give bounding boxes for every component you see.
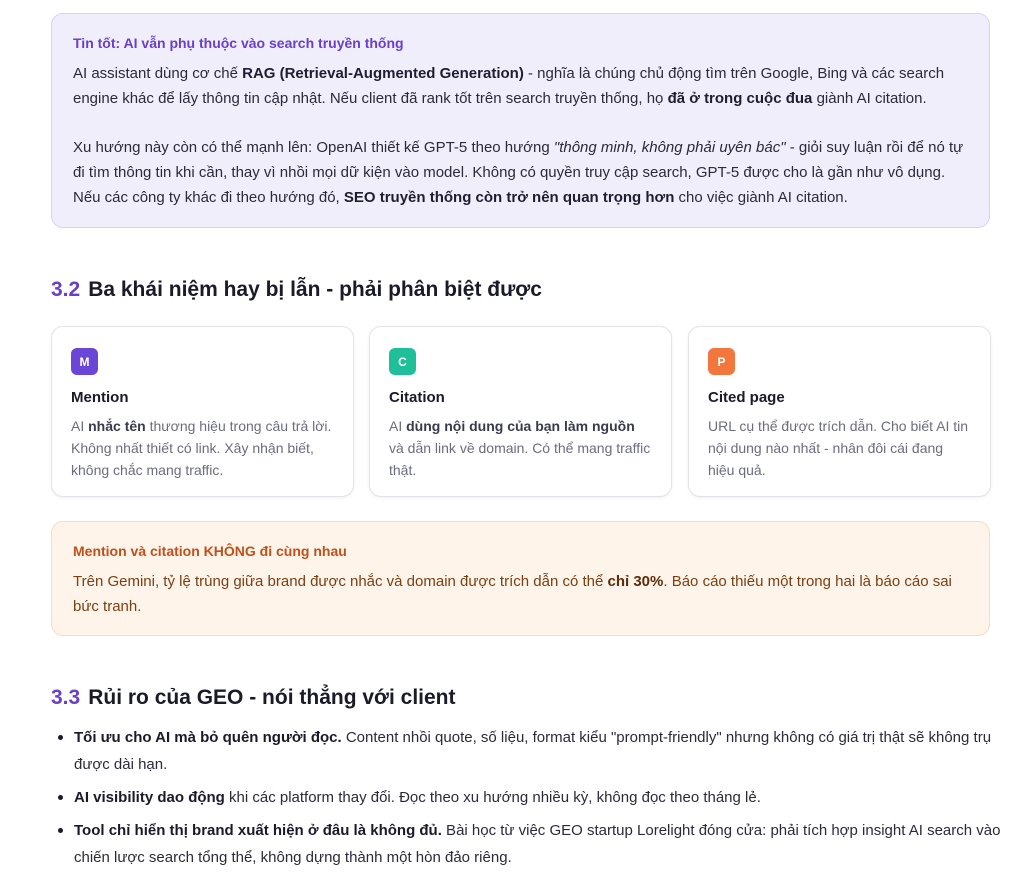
list-item: Tối ưu cho AI mà bỏ quên người đọc. Content nhồi quote, số liệu, format kiểu "prompt-friendly" nhưng không có giá trị thật sẽ không trụ được dài hạn. (74, 724, 1004, 778)
card-description: URL cụ thể được trích dẫn. Cho biết AI tin nội dung nào nhất - nhân đôi cái đang hiệu quả. (708, 418, 969, 478)
callout-paragraph-gpt5: Xu hướng này còn có thể mạnh lên: OpenAI thiết kế GPT-5 theo hướng "thông minh, không phải uyên bác" - giỏi suy luận rồi để nó tự đi tìm thông tin khi cần, thay vì nhồi mọi dữ kiện vào model. Không có quyền truy cập search, GPT-5 được cho là gần như vô dụng. Nếu các công ty khác đi theo hướng đó, SEO truyền thống còn trở nên quan trọng hơn cho việc giành AI citation. (73, 139, 964, 206)
list-item: Tool chỉ hiển thị brand xuất hiện ở đâu là không đủ. Bài học từ việc GEO startup Lorelight đóng cửa: phải tích hợp insight AI search vào chiến lược search tổng thể, không dựng thành một hòn đảo riêng. (74, 817, 1004, 871)
callout-title: Tin tốt: AI vẫn phụ thuộc vào search truyền thống (73, 35, 404, 51)
section-heading-3-3: 3.3 Rủi ro của GEO - nói thẳng với client (51, 686, 456, 709)
card-description: AI nhắc tên thương hiệu trong câu trả lời. Không nhất thiết có link. Xây nhận biết, không chắc mang traffic. (71, 418, 332, 478)
callout-paragraph: Trên Gemini, tỷ lệ trùng giữa brand được nhắc và domain được trích dẫn có thể chỉ 30%. Báo cáo thiếu một trong hai là báo cáo sai bức tranh. (73, 573, 952, 615)
card-description: AI dùng nội dung của bạn làm nguồn và dẫn link về domain. Có thể mang traffic thật. (389, 418, 651, 478)
citation-badge-icon: C (389, 348, 416, 375)
section-heading-3-2: 3.2 Ba khái niệm hay bị lẫn - phải phân biệt được (51, 278, 542, 301)
warning-callout (51, 521, 990, 636)
mention-badge-icon: M (71, 348, 98, 375)
card-title: Mention (71, 389, 129, 406)
card-cited-page (688, 326, 991, 497)
cited-page-badge-icon: P (708, 348, 735, 375)
card-title: Citation (389, 389, 445, 406)
callout-title: Mention và citation KHÔNG đi cùng nhau (73, 543, 347, 559)
good-news-callout (51, 13, 990, 228)
card-title: Cited page (708, 389, 785, 406)
list-item: AI visibility dao động khi các platform thay đổi. Đọc theo xu hướng nhiều kỳ, không đọc theo tháng lẻ. (74, 784, 1004, 811)
risks-list (51, 724, 1004, 877)
card-citation (369, 326, 672, 497)
card-mention (51, 326, 354, 497)
concept-cards (51, 326, 992, 498)
callout-paragraph-rag: AI assistant dùng cơ chế RAG (Retrieval-Augmented Generation) - nghĩa là chúng chủ động tìm trên Google, Bing và các search engine khác để lấy thông tin cập nhật. Nếu client đã rank tốt trên search truyền thống, họ đã ở trong cuộc đua giành AI citation. (73, 65, 945, 107)
